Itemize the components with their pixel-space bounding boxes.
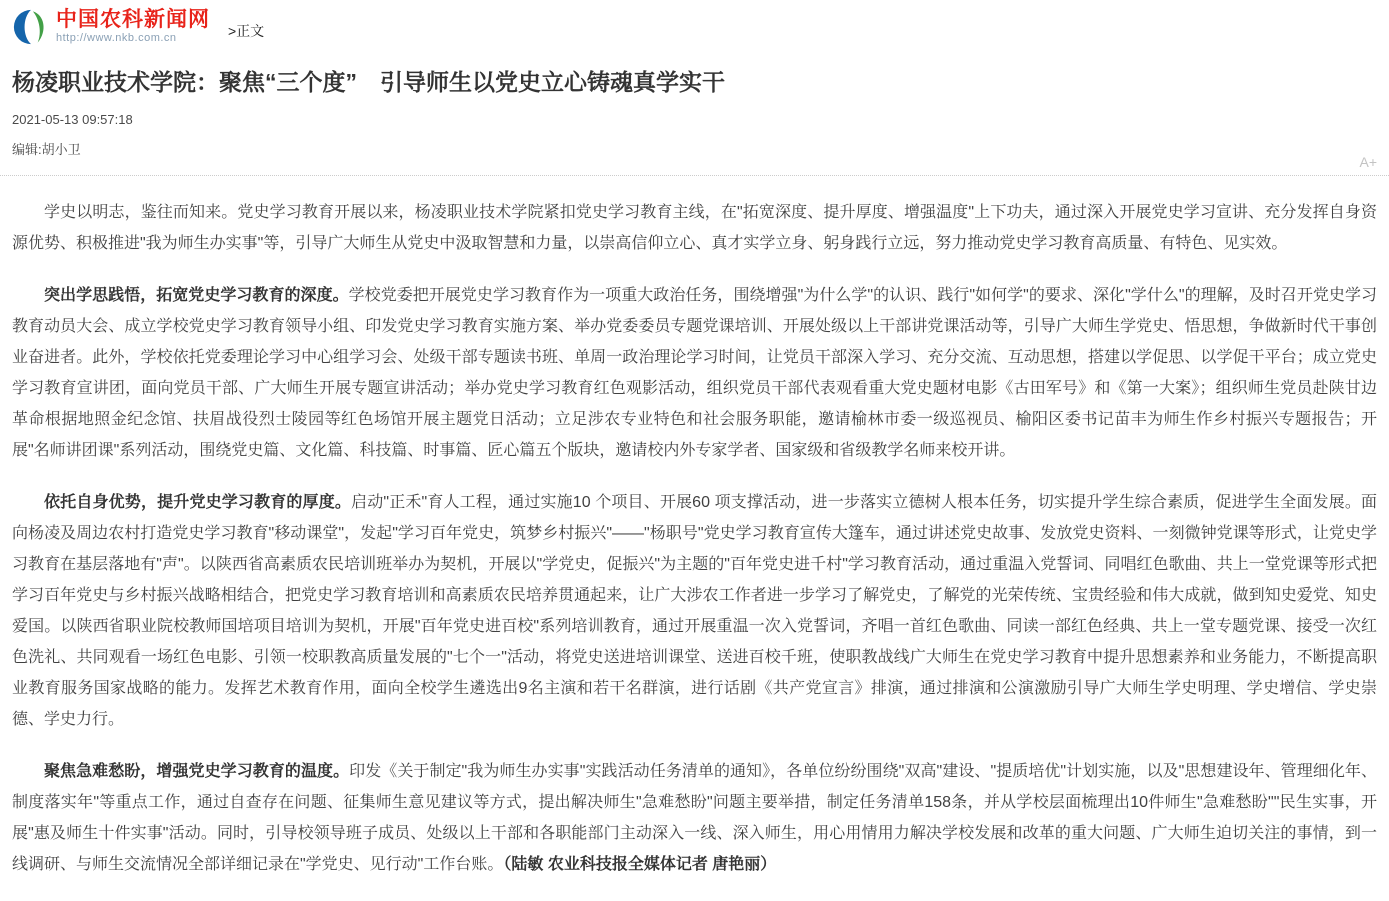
article-paragraph [12,487,1377,735]
article-paragraph [12,280,1377,466]
site-logo-text [56,9,210,45]
article-editor: 编辑:胡小卫 [12,141,81,157]
paragraph-text: 学史以明志，鉴往而知来。党史学习教育开展以来，杨凌职业技术学院紧扣党史学习教育主线，在"拓宽深度、提升厚度、增强温度"上下功夫，通过深入开展党史学习宣讲、充分发挥自身资源优势、积极推进"我为师生办实事"等，引导广大师生从党史中汲取智慧和力量，以崇高信仰立心、真才实学立身、躬身践行立远，努力推动党史学习教育高质量、有特色、见实效。 [12,203,1377,252]
paragraph-lead: 依托自身优势，提升党史学习教育的厚度。 [44,493,352,511]
paragraph-text: 启动"正禾"育人工程，通过实施10 个项目、开展60 项支撑活动，进一步落实立德树人根本任务，切实提升学生综合素质，促进学生全面发展。面向杨凌及周边农村打造党史学习教育"移动课堂"，发起"学习百年党史，筑梦乡村振兴"——"杨职号"党史学习教育宣传大篷车，通过讲述党史故事、发放党史资料、一刻微钟党课等形式，让党史学习教育在基层落地有"声"。以陕西省高素质农民培训班举办为契机，开展以"学党史，促振兴"为主题的"百年党史进千村"学习教育活动，通过重温入党誓词、同唱红色歌曲、共上一堂党课等形式把学习百年党史与乡村振兴战略相结合，把党史学习教育培训和高素质农民培养贯通起来，让广大涉农工作者进一步学习了解党史，了解党的光荣传统、宝贵经验和伟大成就，做到知史爱党、知史爱国。以陕西省职业院校教师国培项目培训为契机，开展"百年党史进百校"系列培训教育，通过开展重温一次入党誓词，齐唱一首红色歌曲、同读一部红色经典、共上一堂专题党课、接受一次红色洗礼、共同观看一场红色电影、引领一校职教高质量发展的"七个一"活动，将党史送进培训课堂、送进百校千班，使职教战线广大师生在党史学习教育中提升思想素养和业务能力，不断提高职业教育服务国家战略的能力。发挥艺术教育作用，面向全校学生遴选出9名主演和若干名群演，进行话剧《共产党宣言》排演，通过排演和公演激励引导广大师生学史明理、学史增信、学史崇德、学史力行。 [12,493,1377,728]
article-body [12,197,1377,880]
article-date: 2021-05-13 09:57:18 [12,111,133,127]
font-size-increase-button[interactable]: A+ [1359,153,1377,170]
site-url: http://www.nkb.com.cn [56,32,177,45]
paragraph-lead: 突出学思践悟，拓宽党史学习教育的深度。 [44,286,349,304]
paragraph-lead: 聚焦急难愁盼，增强党史学习教育的温度。 [44,762,350,780]
article-title: 杨凌职业技术学院：聚焦“三个度” 引导师生以党史立心铸魂真学实干 [12,69,725,95]
site-logo[interactable] [12,8,210,46]
article-paragraph [12,756,1377,880]
separator [0,175,1389,176]
article-paragraph [12,197,1377,259]
paragraph-text: 印发《关于制定"我为师生办实事"实践活动任务清单的通知》，各单位纷纷围绕"双高"建设、"提质培优"计划实施，以及"思想建设年、管理细化年、制度落实年"等重点工作，通过自查存在问题、征集师生意见建议等方式，提出解决师生"急难愁盼"问题主要举措，制定任务清单158条，并从学校层面梳理出10件师生"急难愁盼""民生实事，开展"惠及师生十件实事"活动。同时，引导校领导班子成员、处级以上干部和各职能部门主动深入一线、深入师生，用心用情用力解决学校发展和改革的重大问题、广大师生迫切关注的事情，到一线调研、与师生交流情况全部详细记录在"学党史、见行动"工作台账。 [12,762,1377,873]
font-size-controls [12,154,1377,170]
breadcrumb: >正文 [228,23,265,39]
site-header [12,6,1377,46]
site-name: 中国农科新闻网 [56,8,210,32]
article-byline: （陆敏 农业科技报全媒体记者 唐艳丽） [503,855,777,873]
site-logo-icon [12,8,50,46]
paragraph-text: 学校党委把开展党史学习教育作为一项重大政治任务，围绕增强"为什么学"的认识、践行"如何学"的要求、深化"学什么"的理解，及时召开党史学习教育动员大会、成立学校党史学习教育领导小组、印发党史学习教育实施方案、举办党委委员专题党课培训、开展处级以上干部讲党课活动等，引导广大师生学党史、悟思想，争做新时代干事创业奋进者。此外，学校依托党委理论学习中心组学习会、处级干部专题读书班、单周一政治理论学习时间，让党员干部深入学习、充分交流、互动思想，搭建以学促思、以学促干平台；成立党史学习教育宣讲团，面向党员干部、广大师生开展专题宣讲活动；举办党史学习教育红色观影活动，组织党员干部代表观看重大党史题材电影《古田军号》和《第一大案》；组织师生党员赴陕甘边革命根据地照金纪念馆、扶眉战役烈士陵园等红色场馆开展主题党日活动；立足涉农专业特色和社会服务职能，邀请榆林市委一级巡视员、榆阳区委书记苗丰为师生作乡村振兴专题报告；开展"名师讲团课"系列活动，围绕党史篇、文化篇、科技篇、时事篇、匠心篇五个版块，邀请校内外专家学者、国家级和省级教学名师来校开讲。 [12,286,1377,459]
